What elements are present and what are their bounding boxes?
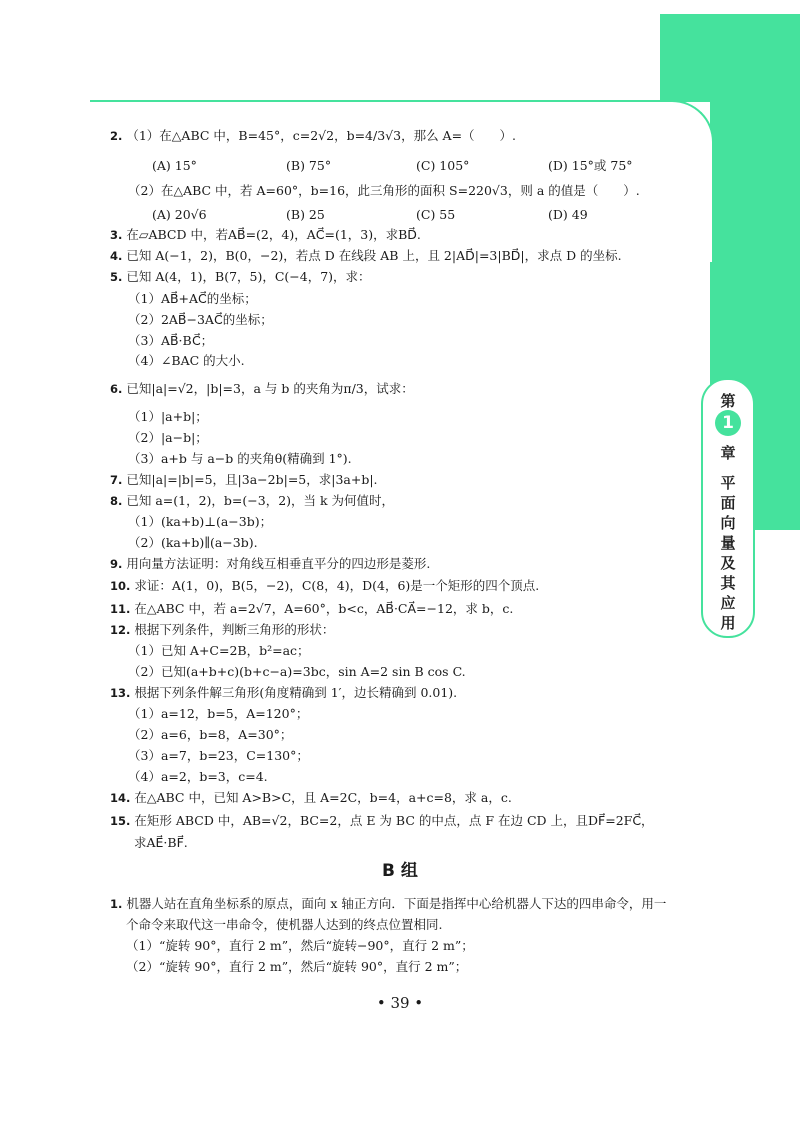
choice-d: (D) 49 (548, 207, 588, 222)
choice-a: (A) 20√6 (152, 207, 207, 222)
exercise-line (110, 578, 539, 594)
exercise-line (110, 622, 334, 638)
exercise-number: 15. (110, 814, 131, 828)
exercise-subitem: （1）AB⃗+AC⃗的坐标； (128, 291, 257, 306)
exercise-text: 在△ABC 中，若 a=2√7，A=60°，b<c，AB⃗·CA⃗=−12，求 b，c. (134, 601, 514, 616)
exercise-text: 机器人站在直角坐标系的原点，面向 x 轴正方向．下面是指挥中心给机器人下达的四串命令，用一 (126, 896, 667, 911)
exercise-text: 已知 A(4，1)，B(7，5)，C(−4，7)，求： (126, 269, 371, 284)
choice-c: (C) 55 (416, 207, 456, 222)
exercise-text: 在矩形 ABCD 中，AB=√2，BC=2，点 E 为 BC 的中点，点 F 在边 CD 上，且DF⃗=2FC⃗， (134, 813, 654, 828)
chapter-title-char: 其 (720, 574, 736, 592)
exercise-subitem: （3）a=7，b=23，C=130°； (128, 748, 309, 763)
exercise-line (110, 556, 430, 572)
exercise-subitem: （2）在△ABC 中，若 A=60°，b=16，此三角形的面积 S=220√3，则 a 的值是（ ）. (128, 183, 640, 198)
exercise-subitem: （2）2AB⃗−3AC⃗的坐标； (128, 312, 273, 327)
exercise-text: 根据下列条件解三角形(角度精确到 1′，边长精确到 0.01). (134, 685, 458, 700)
exercise-number: 3. (110, 228, 123, 242)
exercise-number: 1. (110, 897, 123, 911)
exercise-number: 11. (110, 602, 131, 616)
exercise-subitem: （1）(ka+b)⊥(a−3b)； (128, 514, 273, 529)
exercise-line (110, 381, 414, 397)
exercise-number: 13. (110, 686, 131, 700)
exercise-text: 求证：A(1，0)，B(5，−2)，C(8，4)，D(4，6)是一个矩形的四个顶点. (134, 578, 540, 593)
choice-b: (B) 25 (286, 207, 325, 222)
exercise-text: 用向量方法证明：对角线互相垂直平分的四边形是菱形. (126, 556, 431, 571)
exercise-text: 根据下列条件，判断三角形的形状： (134, 622, 335, 637)
exercise-subitem: （1）|a+b|； (128, 409, 208, 424)
exercise-line (110, 813, 654, 829)
exercise-number: 14. (110, 791, 131, 805)
chapter-tab-suffix: 章 (720, 444, 736, 462)
exercise-text: 已知 A(−1，2)，B(0，−2)，若点 D 在线段 AB 上，且 2|AD⃗|=3|BD⃗|，求点 D 的坐标. (126, 248, 622, 263)
section-heading: B 组 (382, 861, 418, 881)
exercise-subitem: （2）a=6，b=8，A=30°； (128, 727, 293, 742)
exercise-subitem: （2）已知(a+b+c)(b+c−a)=3bc，sin A=2 sin B cos C. (128, 664, 466, 679)
chapter-tab-prefix: 第 (720, 392, 736, 410)
exercise-text: 在△ABC 中，已知 A>B>C，且 A=2C，b=4，a+c=8，求 a，c. (134, 790, 512, 805)
exercise-subitem: （2）(ka+b)∥(a−3b). (128, 535, 258, 550)
choice-a: (A) 15° (152, 158, 197, 173)
exercise-line (110, 601, 513, 617)
exercise-number: 5. (110, 270, 123, 284)
exercise-line (110, 227, 421, 243)
chapter-number-badge: 1 (715, 410, 741, 436)
choice-b: (B) 75° (286, 158, 332, 173)
exercise-number: 9. (110, 557, 123, 571)
exercise-number: 6. (110, 382, 123, 396)
chapter-title-char: 及 (720, 554, 736, 572)
chapter-title-char: 量 (720, 534, 736, 552)
exercise-subitem: （2）“旋转 90°，直行 2 m”，然后“旋转 90°，直行 2 m”； (126, 959, 468, 974)
exercise-continuation: 个命令来取代这一串命令，使机器人达到的终点位置相同. (126, 917, 443, 932)
exercise-number: 12. (110, 623, 131, 637)
chapter-title-char: 应 (720, 594, 736, 612)
exercise-text: （1）在△ABC 中，B=45°，c=2√2，b=4/3√3，那么 A=（ ）. (126, 128, 517, 143)
exercise-line (110, 493, 394, 509)
exercise-subitem: 求AE⃗·BF⃗. (134, 835, 188, 850)
exercise-text: 已知 a=(1，2)，b=(−3，2)，当 k 为何值时， (126, 493, 395, 508)
exercise-number: 8. (110, 494, 123, 508)
chapter-title-char: 用 (720, 614, 736, 632)
exercise-number: 7. (110, 473, 123, 487)
choice-c: (C) 105° (416, 158, 470, 173)
exercise-line (110, 269, 371, 285)
exercise-subitem: （1）“旋转 90°，直行 2 m”，然后“旋转−90°，直行 2 m”； (126, 938, 474, 953)
exercise-subitem: （4）∠BAC 的大小. (128, 353, 245, 368)
exercise-line (110, 790, 512, 806)
exercise-subitem: （1）已知 A+C=2B，b²=ac； (128, 643, 310, 658)
exercise-text: 已知|a|=√2，|b|=3，a 与 b 的夹角为π/3，试求： (126, 381, 414, 396)
chapter-title-char: 平 (720, 474, 736, 492)
exercise-subitem: （1）a=12，b=5，A=120°； (128, 706, 309, 721)
exercise-number: 10. (110, 579, 131, 593)
exercise-line (110, 128, 516, 144)
exercise-text: 在▱ABCD 中，若AB⃗=(2，4)，AC⃗=(1，3)，求BD⃗. (126, 227, 421, 242)
exercise-number: 4. (110, 249, 123, 263)
choice-d: (D) 15°或 75° (548, 158, 633, 173)
page-number: • 39 • (376, 994, 424, 1012)
exercise-subitem: （2）|a−b|； (128, 430, 208, 445)
exercise-line (110, 896, 666, 912)
exercise-subitem: （4）a=2，b=3，c=4. (128, 769, 268, 784)
exercise-text: 已知|a|=|b|=5，且|3a−2b|=5，求|3a+b|. (126, 472, 378, 487)
exercise-line (110, 472, 378, 488)
exercise-subitem: （3）AB⃗·BC⃗； (128, 333, 214, 348)
exercise-line (110, 248, 622, 264)
exercise-subitem: （3）a+b 与 a−b 的夹角θ(精确到 1°). (128, 451, 352, 466)
exercise-line (110, 685, 457, 701)
chapter-title-char: 向 (720, 514, 736, 532)
chapter-tab (701, 378, 755, 638)
exercise-number: 2. (110, 129, 123, 143)
chapter-title-char: 面 (720, 494, 736, 512)
